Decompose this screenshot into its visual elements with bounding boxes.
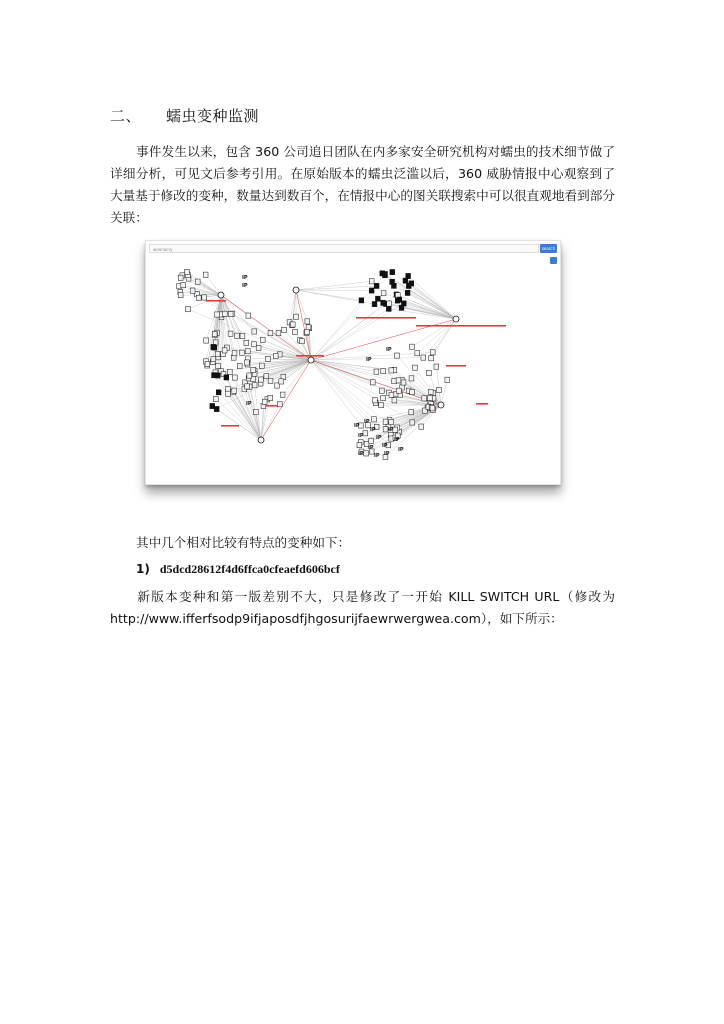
association-graph [146, 255, 560, 484]
svg-text:IP: IP [398, 447, 404, 453]
variant-heading [110, 558, 615, 580]
svg-text:IP: IP [374, 453, 380, 459]
variants-intro-text: 其中几个相对比较有特点的变种如下： [136, 535, 351, 550]
svg-text:IP: IP [384, 451, 390, 457]
intro-paragraph [110, 141, 615, 229]
svg-text:IP: IP [354, 423, 360, 429]
variant-hash: d5dcd28612f4d6ffca0cfeaefd606bcf [159, 562, 340, 576]
svg-text:IP: IP [382, 443, 388, 449]
screenshot-search-button: search [541, 246, 556, 251]
svg-text:IP: IP [242, 283, 248, 289]
svg-text:IP: IP [366, 357, 372, 363]
section-number: 二、 [110, 107, 142, 125]
svg-text:IP: IP [376, 435, 382, 441]
section-heading [110, 105, 259, 126]
svg-text:IP: IP [358, 451, 364, 457]
svg-text:IP: IP [246, 401, 252, 407]
svg-text:IP: IP [368, 445, 374, 451]
svg-text:IP: IP [242, 275, 248, 281]
screenshot-search-input: wannacry [149, 244, 539, 253]
svg-text:IP: IP [388, 427, 394, 433]
variants-intro [110, 532, 615, 554]
svg-text:IP: IP [370, 427, 376, 433]
svg-text:IP: IP [394, 437, 400, 443]
intro-text: 事件发生以来，包含 360 公司追日团队在内多家安全研究机构对蠕虫的技术细节做了详细分析，可见文后参考引用。在原始版本的蠕虫泛滥以后，360 威胁情报中心观察到了大量基于修改的变种，数量达到数百个，在情报中心的图关联搜索中可以很直观地看到部分关联： [110, 144, 615, 225]
svg-text:IP: IP [364, 419, 370, 425]
svg-text:IP: IP [358, 433, 364, 439]
variant-description [110, 586, 615, 630]
svg-text:IP: IP [386, 347, 392, 353]
variant-description-text: 新版本变种和第一版差别不大，只是修改了一开始 KILL SWITCH URL（修改为 http://www.ifferfsodp9ifjaposdfjhgosurijfaewrwergwea.com），如下所示： [110, 589, 615, 626]
variant-marker: 1) [136, 562, 150, 576]
graph-search-screenshot [145, 240, 561, 485]
section-title: 蠕虫变种监测 [166, 107, 260, 125]
